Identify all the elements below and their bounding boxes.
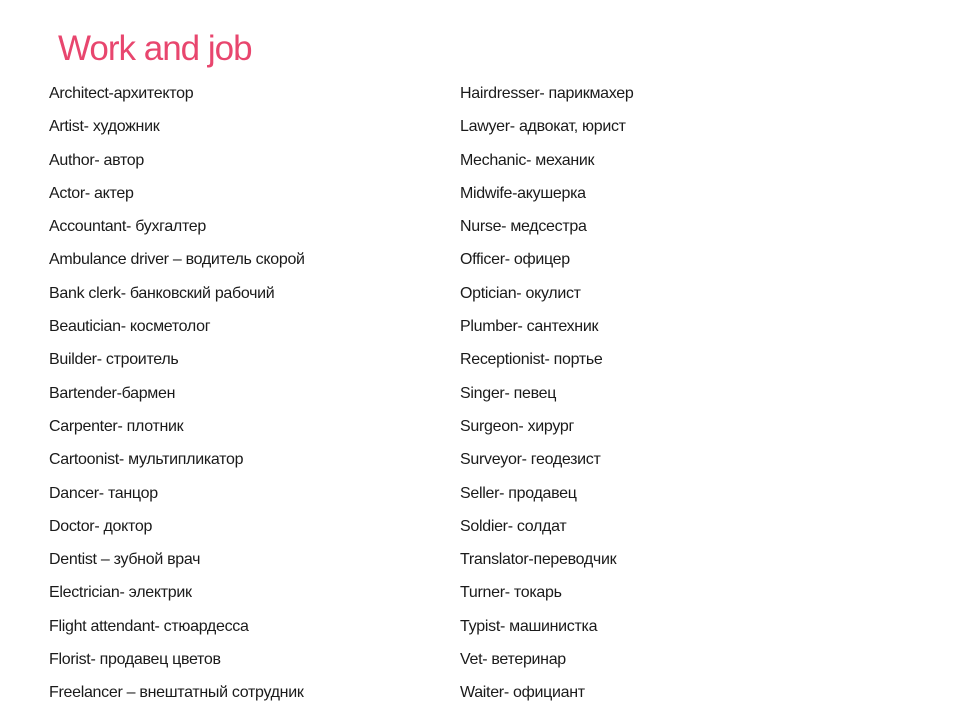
vocab-item: Carpenter- плотник bbox=[49, 417, 184, 435]
vocab-item: Electrician- электрик bbox=[49, 584, 192, 602]
vocab-item: Officer- офицер bbox=[460, 251, 570, 269]
vocab-item: Mechanic- механик bbox=[460, 151, 595, 169]
vocab-item: Accountant- бухгалтер bbox=[49, 218, 207, 236]
vocab-item: Receptionist- портье bbox=[460, 351, 603, 369]
vocab-item: Dancer- танцор bbox=[49, 484, 158, 502]
vocab-item: Doctor- доктор bbox=[49, 517, 153, 535]
vocab-item: Lawyer- адвокат, юрист bbox=[460, 118, 626, 136]
vocab-item: Vet- ветеринар bbox=[460, 651, 566, 669]
vocab-item: Hairdresser- парикмахер bbox=[460, 85, 634, 102]
vocab-item: Actor- актер bbox=[49, 184, 134, 202]
vocab-item: Freelancer – внештатный сотрудник bbox=[49, 684, 304, 702]
vocab-item: Singer- певец bbox=[460, 384, 557, 402]
right-vocabulary-list bbox=[460, 83, 940, 716]
vocab-item: Bank clerk- банковский рабочий bbox=[49, 284, 275, 302]
vocab-item: Waiter- официант bbox=[460, 684, 585, 702]
vocab-item: Artist- художник bbox=[49, 118, 160, 136]
vocab-item: Optician- окулист bbox=[460, 284, 581, 302]
vocab-item: Beautician- косметолог bbox=[49, 318, 211, 336]
vocab-item: Bartender-бармен bbox=[49, 384, 176, 402]
vocab-item: Plumber- сантехник bbox=[460, 318, 599, 336]
vocab-item: Dentist – зубной врач bbox=[49, 551, 201, 569]
vocab-item: Typist- машинистка bbox=[460, 617, 598, 635]
vocab-item: Midwife-акушерка bbox=[460, 184, 586, 202]
slide-title: Work and job bbox=[58, 29, 252, 68]
vocab-item: Florist- продавец цветов bbox=[49, 651, 221, 669]
vocab-item: Translator-переводчик bbox=[460, 551, 617, 569]
vocab-item: Soldier- солдат bbox=[460, 517, 567, 535]
vocab-item: Nurse- медсестра bbox=[460, 218, 587, 236]
left-vocabulary-list bbox=[49, 83, 449, 716]
vocab-item: Flight attendant- стюардесса bbox=[49, 617, 249, 635]
vocab-item: Ambulance driver – водитель скорой bbox=[49, 251, 305, 269]
vocab-item: Author- автор bbox=[49, 151, 145, 169]
vocab-item: Seller- продавец bbox=[460, 484, 577, 502]
vocab-item: Cartoonist- мультипликатор bbox=[49, 451, 244, 469]
vocab-item: Architect-архитектор bbox=[49, 85, 194, 102]
vocab-item: Turner- токарь bbox=[460, 584, 562, 602]
vocab-item: Surveyor- геодезист bbox=[460, 451, 601, 469]
vocab-item: Builder- строитель bbox=[49, 351, 179, 369]
vocab-item: Surgeon- хирург bbox=[460, 417, 574, 435]
